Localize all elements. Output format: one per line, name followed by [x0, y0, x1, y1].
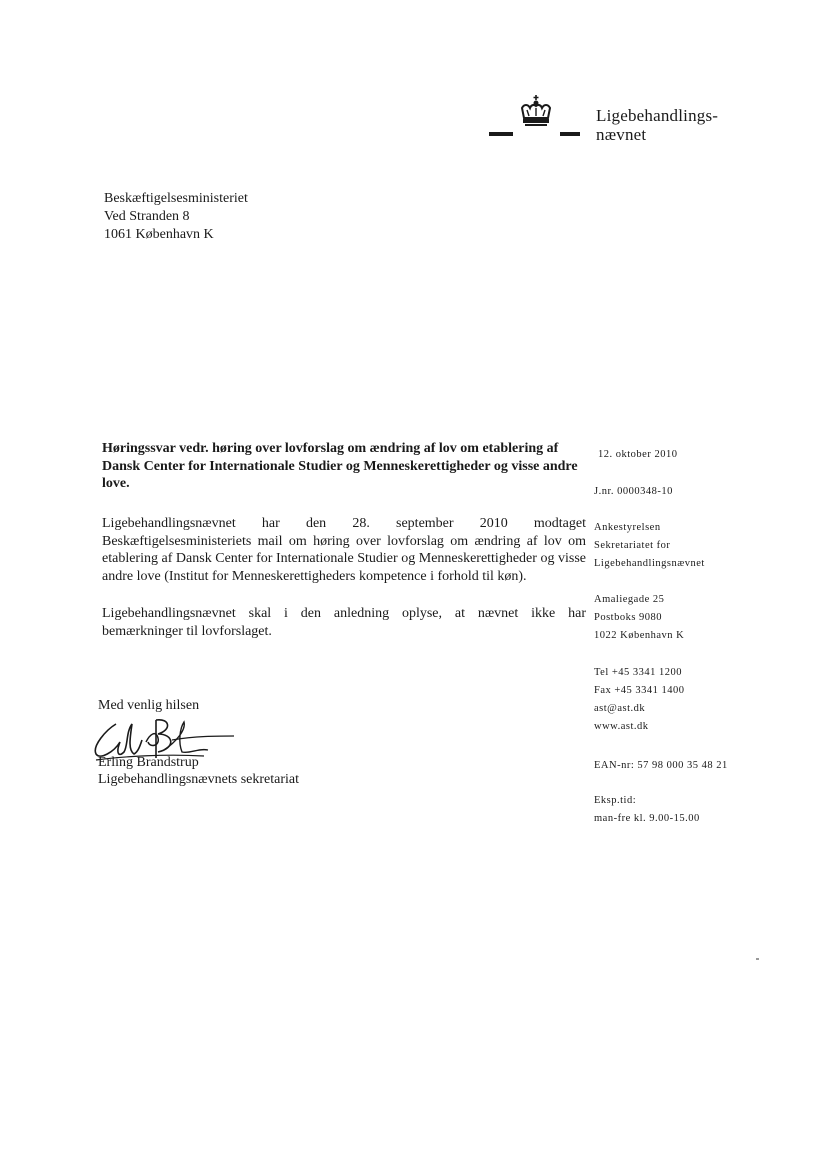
sender-address — [594, 591, 684, 645]
logo-line-1: Ligebehandlings- — [596, 106, 719, 125]
body-paragraph-1: Ligebehandlingsnævnet har den 28. september 2010 modtaget Beskæftigelsesministeriets mail om høring over lovforslag om ændring af lov om etablering af Dansk Center for Internationale Studier og Menneskerettigheder og visse andre love (Institut for Menneskerettigheders kompetence i forhold til køn). — [102, 516, 586, 584]
signer-name: Erling Brandstrup — [98, 755, 199, 770]
office-hours-label: Eksp.tid: — [594, 795, 637, 806]
sender-fax: Fax +45 3341 1400 — [594, 685, 685, 696]
recipient-name: Beskæftigelsesministeriet — [104, 191, 248, 206]
logo-line-2: nævnet — [596, 125, 647, 144]
recipient-street: Ved Stranden 8 — [104, 209, 190, 224]
sender-org-line-3: Ligebehandlingsnævnet — [594, 558, 705, 569]
closing-greeting: Med venlig hilsen — [98, 698, 200, 713]
sender-organization — [594, 519, 705, 573]
ean-number: EAN-nr: 57 98 000 35 48 21 — [594, 760, 728, 771]
logo-bar-right — [560, 132, 580, 136]
office-hours-value: man-fre kl. 9.00-15.00 — [594, 813, 700, 824]
sender-phone: Tel +45 3341 1200 — [594, 667, 683, 678]
logo-bar-left — [489, 132, 513, 136]
signer-title: Ligebehandlingsnævnets sekretariat — [98, 772, 299, 787]
sender-street: Amaliegade 25 — [594, 594, 665, 605]
sender-contact — [594, 664, 685, 736]
sender-email: ast@ast.dk — [594, 703, 646, 714]
sender-org-line-1: Ankestyrelsen — [594, 522, 661, 533]
office-hours — [594, 792, 700, 828]
letter-date: 12. oktober 2010 — [598, 449, 678, 460]
scan-speck — [756, 958, 759, 960]
organization-logo-text — [596, 106, 718, 144]
sender-website: www.ast.dk — [594, 721, 649, 732]
body-paragraph-2: Ligebehandlingsnævnet skal i den anledning oplyse, at nævnet ikke har bemærkninger til lovforslaget. — [102, 606, 586, 639]
recipient-city: 1061 København K — [104, 227, 214, 242]
recipient-address — [104, 190, 248, 244]
crown-icon — [518, 94, 554, 128]
sender-org-line-2: Sekretariatet for — [594, 540, 671, 551]
letter-subject: Høringssvar vedr. høring over lovforslag om ændring af lov om etablering af Dansk Center for Internationale Studier og Menneskerettigheder og visse andre love. — [102, 441, 578, 491]
sender-city: 1022 København K — [594, 630, 685, 641]
journal-number: J.nr. 0000348-10 — [594, 486, 673, 497]
sender-postbox: Postboks 9080 — [594, 612, 663, 623]
